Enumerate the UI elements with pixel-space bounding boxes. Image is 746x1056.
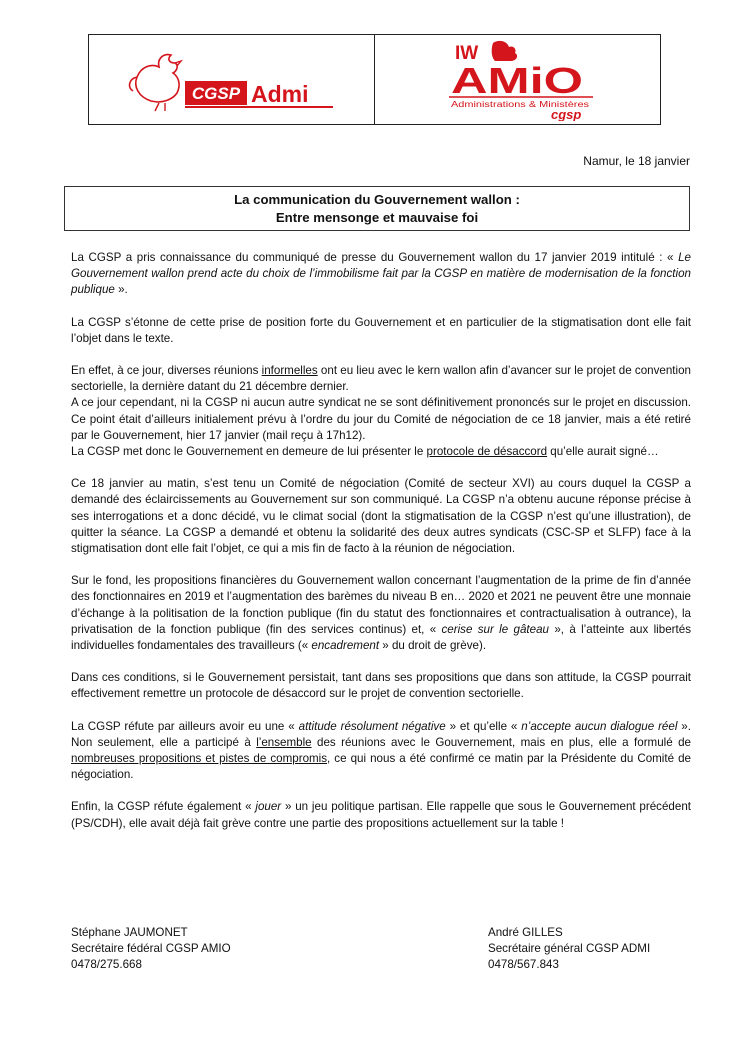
paragraph-7: La CGSP réfute par ailleurs avoir eu une « attitude résolument négative » et qu’elle « n’accepte aucun dialogue réel ». Non seulement, elle a participé à l’ensemble des réunions avec le Gouvernement, mais en plus, elle a formulé de nombreuses propositions et pistes de compromis, ce qui nous a été confirmé ce matin par la Présidente du Comité de négociation.	[71, 719, 691, 782]
signer-role: Secrétaire fédéral CGSP AMIO	[71, 942, 231, 956]
cgsp-admi-logo-cell	[89, 35, 374, 124]
paragraph-8: Enfin, la CGSP réfute également « jouer » un jeu politique partisan. Elle rappelle que sous le Gouvernement précédent (PS/CDH), elle avait déjà fait grève contre une partie des propositions actuellement sur la table !	[71, 800, 691, 830]
place-date: Namur, le 18 janvier	[583, 154, 690, 168]
logo-iw-text: IW	[455, 43, 479, 64]
paragraph-3c: La CGSP met donc le Gouvernement en demeure de lui présenter le protocole de désaccord qu’elle aurait signé…	[71, 445, 659, 459]
logo-cgsp-text: CGSP	[191, 84, 241, 103]
cgsp-admi-logo	[121, 47, 346, 113]
signer-phone: 0478/275.668	[71, 958, 142, 972]
amio-logo-cell	[374, 35, 660, 124]
letterhead	[88, 34, 661, 125]
signer-role: Secrétaire général CGSP ADMI	[488, 942, 651, 956]
logo-amio-text: AMiO	[451, 60, 583, 101]
signature-right	[488, 925, 650, 974]
paragraph-4: Ce 18 janvier au matin, s’est tenu un Comité de négociation (Comité de secteur XVI) au cours duquel la CGSP a demandé des éclaircissements au Gouvernement sur son communiqué. La CGSP n’a obtenu aucune réponse précise à ses interrogations et a donc décidé, vu le climat social (dont la stigmatisation de la CGSP n’est qu’une illustration), de quitter la séance. La CGSP a demandé et obtenu la solidarité des deux autres syndicats (CSC-SP et SLFP) face à la stigmatisation dont elle fait l’objet, ce qui a mis fin de facto à la réunion de négociation.	[71, 477, 691, 556]
letter-body	[71, 250, 691, 848]
paragraph-5: Sur le fond, les propositions financières du Gouvernement wallon concernant l’augmentation de la prime de fin d’année des fonctionnaires en 2019 et l’augmentation des barèmes du niveau B en… 2020 et 2021 ne peuvent être une monnaie d’échange à la politisation de la fonction publique (fin du statut des fonctionnaires et contractualisation à outrance), la privatisation de la fonction publique (fin des services continus) et, « cerise sur le gâteau », à l’atteinte aux libertés individuelles fondamentales des travailleurs (« encadrement » du droit de grève).	[71, 574, 691, 653]
signature-left	[71, 925, 231, 974]
rooster-mark-icon	[492, 41, 517, 61]
paragraph-3a: En effet, à ce jour, diverses réunions informelles ont eu lieu avec le kern wallon afin d’avancer sur le projet de convention sectorielle, la dernière datant du 21 décembre dernier.	[71, 364, 691, 394]
paragraph-6: Dans ces conditions, si le Gouvernement persistait, tant dans ses propositions que dans son attitude, la CGSP pourrait effectivement remettre un protocole de désaccord sur le projet de convention sectorielle.	[71, 671, 691, 701]
logo-tagline: Administrations & Ministères	[451, 100, 589, 109]
amio-logo	[447, 37, 607, 121]
title-line-2: Entre mensonge et mauvaise foi	[275, 210, 479, 225]
paragraph-1: La CGSP a pris connaissance du communiqué de presse du Gouvernement wallon du 17 janvier 2019 intitulé : « Le Gouvernement wallon prend acte du choix de l’immobilisme fait par la CGSP en matière de modernisation de la fonction publique ».	[71, 251, 691, 297]
paragraph-2: La CGSP s’étonne de cette prise de position forte du Gouvernement et en particulier de la stigmatisation dont elle fait l’objet dans le texte.	[71, 315, 691, 345]
signer-name: André GILLES	[488, 926, 563, 939]
document-title	[64, 186, 690, 231]
logo-admi-text: Admi	[251, 81, 309, 107]
title-line-1: La communication du Gouvernement wallon :	[234, 192, 520, 207]
signer-phone: 0478/567.843	[488, 958, 559, 972]
signer-name: Stéphane JAUMONET	[71, 926, 188, 939]
logo-cgsp-sub: cgsp	[551, 107, 582, 121]
paragraph-3b: A ce jour cependant, ni la CGSP ni aucun autre syndicat ne se sont définitivement prononcés sur le projet en discussion. Ce point était d’ailleurs initialement prévu à l’ordre du jour du Comité de négociation de ce 18 janvier, mais a été retiré par le Gouvernement, hier 17 janvier (mail reçu à 17h12).	[71, 396, 691, 442]
